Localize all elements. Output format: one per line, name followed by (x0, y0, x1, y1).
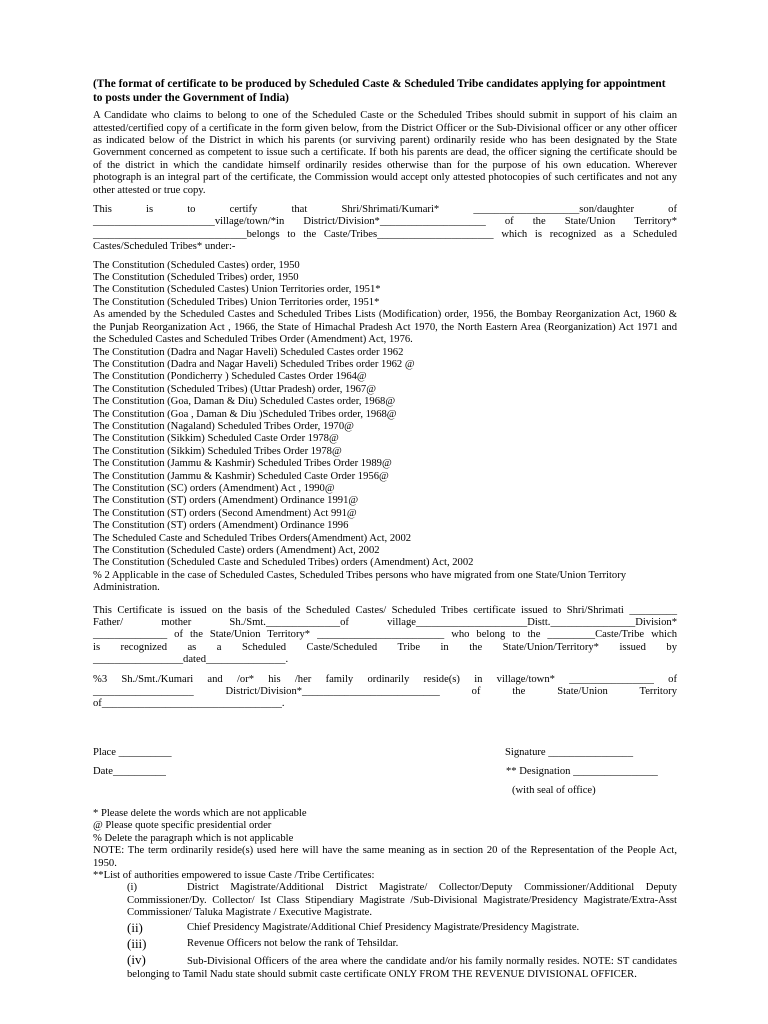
note-item: @ Please quote specific presidential order (93, 820, 272, 832)
authority-text: Revenue Officers not below the rank of Tehsildar. (187, 937, 399, 949)
orders-list (93, 260, 677, 595)
intro-paragraph: A Candidate who claims to belong to one of the Scheduled Caste or the Scheduled Tribes should submit in support of his claim an attested/certified copy of a certificate in the form given below, from the District Officer or the Sub-Divisional officer or any other officer as indicated below of the District in which his parents (or surviving parent) ordinarily reside who has been designated by the State Government concerned as competent to issue such a certificate. If both his parents are dead, the officer signing the certificate should be of the district in which the candidate himself ordinarily resides otherwise than for the purpose of his own education. Wherever photograph is an integral part of the certificate, the Commission would accept only attested photocopies of such certificates and not any other attested or true copy. (93, 110, 677, 196)
document-heading: (The format of certificate to be produced by Scheduled Caste & Scheduled Tribe candidates applying for appointment to posts under the Government of India) (93, 78, 666, 104)
order-item: The Constitution (ST) orders (Amendment) Ordinance 1996 (93, 520, 349, 532)
certificate-document (93, 78, 677, 981)
seal-note: (with seal of office) (512, 784, 596, 796)
order-item: The Constitution (Goa , Daman & Diu )Scheduled Tribes order, 1968@ (93, 408, 397, 420)
order-item: The Constitution (Scheduled Caste) orders (Amendment) Act, 2002 (93, 545, 380, 556)
certify-line: _____________________________belongs to the Caste/Tribes______________________ which is recognized as a Scheduled (93, 228, 677, 240)
order-item: The Constitution (ST) orders (Second Amendment) Act 991@ (93, 507, 357, 519)
note-item: % Delete the paragraph which is not applicable (93, 832, 294, 844)
date-field: Date__________ (93, 765, 166, 777)
notes-block (93, 808, 677, 882)
authority-number: (ii) (127, 919, 143, 935)
basis-line: ______________ of the State/Union Territory* ________________________ who belong to the _________Caste/Tribe which (93, 629, 677, 641)
basis-line: This Certificate is issued on the basis of the Scheduled Castes/ Scheduled Tribes certificate issued to Shri/Shrimati _________ (93, 604, 677, 616)
place-field: Place __________ (93, 746, 172, 758)
authority-number: (i) (127, 882, 137, 894)
signature-block (93, 747, 677, 801)
authorities-heading: **List of authorities empowered to issue Caste /Tribe Certificates: (93, 869, 375, 881)
certify-line: This is to certify that Shri/Shrimati/Kumari* ____________________son/daughter of (93, 204, 677, 216)
order-item: The Constitution (Sikkim) Scheduled Tribes Order 1978@ (93, 445, 342, 457)
order-item: The Constitution (ST) orders (Amendment) Ordinance 1991@ (93, 495, 359, 507)
reside-line: %3 Sh./Smt./Kumari and /or* his /her family ordinarily reside(s) in village/town* ________________ of (93, 673, 677, 685)
authority-text: Sub-Divisional Officers of the area where the candidate and/or his family normally resides. NOTE: ST candidates belonging to Tamil Nadu state should submit caste certificate ONLY FROM THE REVENUE DIVISIONAL OFFICER. (127, 956, 677, 980)
order-item: The Constitution (Pondicherry ) Scheduled Castes Order 1964@ (93, 371, 367, 383)
certify-line: Castes/Scheduled Tribes* under:- (93, 241, 236, 253)
authority-item (93, 882, 677, 919)
basis-line: _________________dated_______________. (93, 654, 289, 666)
authority-number: (iii) (127, 935, 147, 951)
order-item: The Scheduled Caste and Scheduled Tribes Orders(Amendment) Act, 2002 (93, 532, 412, 544)
order-item: The Constitution (Nagaland) Scheduled Tribes Order, 1970@ (93, 420, 354, 432)
authority-item (93, 954, 677, 981)
authority-number: (iv) (127, 952, 146, 968)
order-item: The Constitution (SC) orders (Amendment) Act , 1990@ (93, 482, 335, 494)
order-item: The Constitution (Scheduled Tribes) order, 1950 (93, 272, 299, 284)
authority-item (93, 919, 677, 935)
order-item: The Constitution (Goa, Daman & Diu) Scheduled Castes order, 1968@ (93, 396, 396, 408)
note-item: * Please delete the words which are not applicable (93, 807, 307, 819)
order-item: The Constitution (Dadra and Nagar Haveli) Scheduled Tribes order 1962 @ (93, 358, 415, 370)
basis-line: Father/ mother Sh./Smt.______________of village_____________________Distt.________________Division* (93, 617, 677, 629)
certify-paragraph (93, 204, 677, 254)
order-item: The Constitution (Scheduled Castes) Union Territories order, 1951* (93, 284, 381, 296)
order-item: The Constitution (Jammu & Kashmir) Scheduled Caste Order 1956@ (93, 470, 389, 482)
authority-text: District Magistrate/Additional District Magistrate/ Collector/Deputy Commissioner/Additional Deputy Commissioner/Dy. Collector/ Ist Class Stipendiary Magistrate /Sub-Divisional Magistrate/Presidency Magistrate/Extra-Asst Commissioner/ Taluka Magistrate / Executive Magistrate. (127, 882, 677, 919)
order-item: The Constitution (Jammu & Kashmir) Scheduled Tribes Order 1989@ (93, 458, 392, 470)
reside-paragraph (93, 674, 677, 711)
certify-line: _______________________village/town/*in District/Division*____________________ of the State/Union Territory* (93, 216, 677, 228)
authority-text: Chief Presidency Magistrate/Additional Chief Presidency Magistrate/Presidency Magistrate. (187, 921, 580, 933)
reside-line: of__________________________________. (93, 698, 285, 710)
basis-paragraph (93, 605, 677, 667)
authorities-list (93, 882, 677, 981)
order-item: The Constitution (Scheduled Caste and Scheduled Tribes) orders (Amendment) Act, 2002 (93, 557, 474, 569)
order-item: The Constitution (Scheduled Castes) order, 1950 (93, 259, 300, 271)
signature-field: Signature ________________ (505, 746, 633, 758)
migration-note: % 2 Applicable in the case of Scheduled Castes, Scheduled Tribes persons who have migrated from one State/Union Territory Administration. (93, 569, 627, 594)
order-item: As amended by the Scheduled Castes and Scheduled Tribes Lists (Modification) order, 1956, the Bombay Reorganization Act, 1960 & the Punjab Reorganization Act , 1966, the State of Himachal Pradesh Act 1970, the North Eastern Area (Reorganization) Act 1971 and the Scheduled Castes and Scheduled Tribes Order (Amendment) Act, 1976. (93, 309, 677, 346)
order-item: The Constitution (Sikkim) Scheduled Caste Order 1978@ (93, 433, 339, 445)
note-item: NOTE: The term ordinarily reside(s) used here will have the same meaning as in section 20 of the Representation of the People Act, 1950. (93, 845, 677, 869)
reside-line: ___________________ District/Division*__________________________ of the State/Union Territory (93, 686, 677, 698)
authority-item (93, 935, 677, 951)
order-item: The Constitution (Dadra and Nagar Haveli) Scheduled Castes order 1962 (93, 346, 404, 358)
order-item: The Constitution (Scheduled Tribes) Union Territories order, 1951* (93, 296, 380, 308)
order-item: The Constitution (Scheduled Tribes) (Uttar Pradesh) order, 1967@ (93, 383, 376, 395)
designation-field: ** Designation ________________ (506, 765, 658, 777)
basis-line: is recognized as a Scheduled Caste/Scheduled Tribe in the State/Union/Territory* issued by (93, 641, 677, 653)
